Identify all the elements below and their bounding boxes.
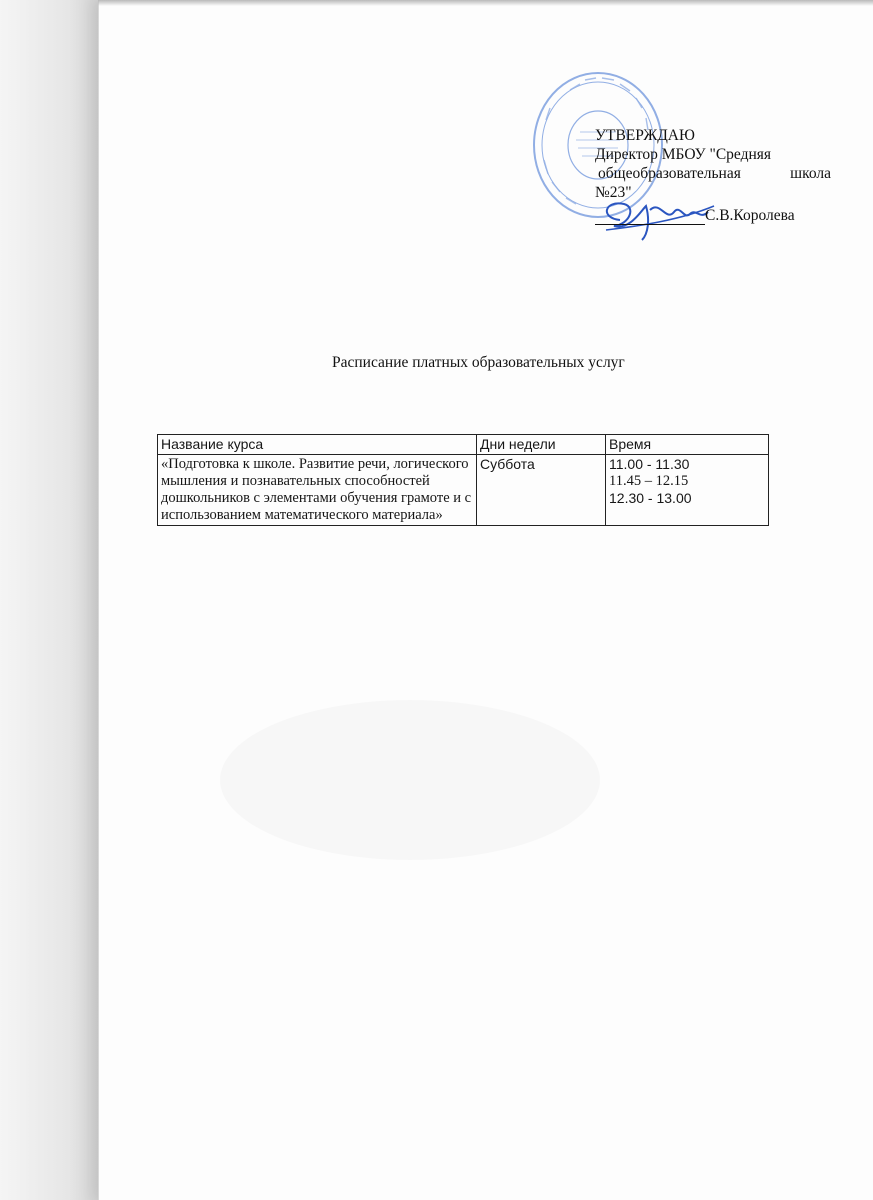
course-name-cell: «Подготовка к школе. Развитие речи, логического мышления и познавательных способностей дошкольников с элементами обучения грамоте и с использованием математического материала» bbox=[158, 455, 477, 526]
days-cell: Суббота bbox=[477, 455, 606, 526]
position-word: общеобразовательная bbox=[598, 165, 741, 182]
document-title: Расписание платных образовательных услуг bbox=[332, 354, 625, 371]
signatory-name: С.В.Королева bbox=[705, 207, 795, 224]
time-slot: 12.30 - 13.00 bbox=[609, 490, 692, 506]
signature-blank bbox=[595, 210, 705, 225]
header-course: Название курса bbox=[158, 435, 477, 455]
time-slot: 11.00 - 11.30 bbox=[609, 456, 690, 472]
header-days: Дни недели bbox=[477, 435, 606, 455]
page-top-edge bbox=[98, 0, 873, 6]
director-position-line1: Директор МБОУ "Средняя bbox=[595, 146, 772, 163]
signature-line bbox=[595, 206, 831, 225]
approval-block bbox=[595, 126, 831, 225]
time-slot: 11.45 – 12.15 bbox=[609, 473, 689, 489]
director-position-line3: №23" bbox=[595, 184, 632, 201]
approval-heading: УТВЕРЖДАЮ bbox=[595, 127, 695, 144]
time-cell bbox=[606, 455, 769, 526]
position-word: школа bbox=[790, 165, 831, 182]
table-header-row bbox=[158, 435, 769, 455]
schedule-table bbox=[157, 434, 769, 526]
header-time: Время bbox=[606, 435, 769, 455]
scan-smudge bbox=[220, 700, 600, 860]
director-position-line2 bbox=[595, 164, 831, 183]
scan-background bbox=[0, 0, 98, 1200]
table-row bbox=[158, 455, 769, 526]
